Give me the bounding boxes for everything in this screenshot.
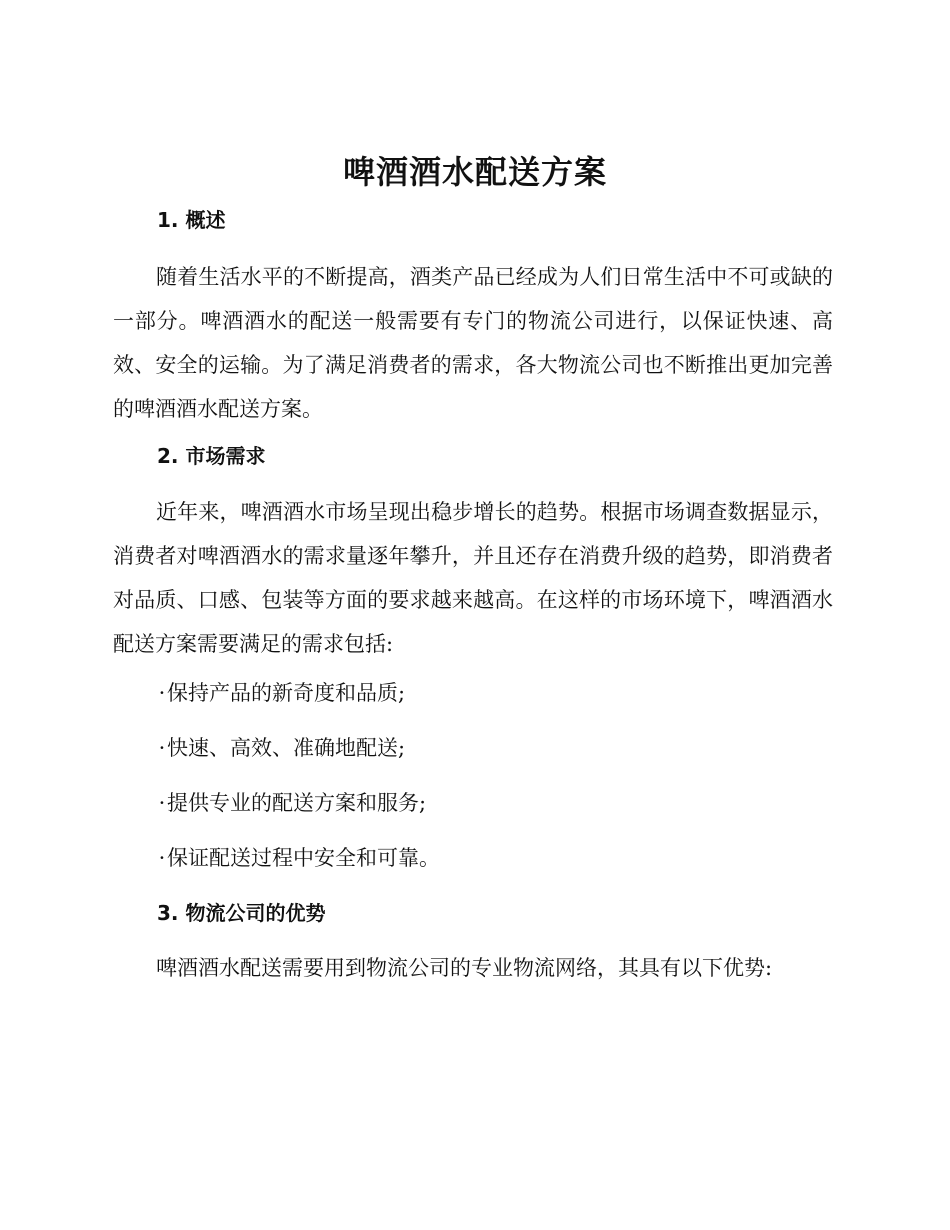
- bullet-icon: ·: [158, 736, 166, 760]
- list-item: ·提供专业的配送方案和服务;: [157, 788, 426, 818]
- section-paragraph-market-demand: 近年来，啤酒酒水市场呈现出稳步增长的趋势。根据市场调查数据显示，消费者对啤酒酒水的需求量逐年攀升，并且还存在消费升级的趋势，即消费者对品质、口感、包装等方面的要求越来越高。在这样的市场环境下，啤酒酒水配送方案需要满足的需求包括:: [113, 500, 833, 656]
- bullet-icon: ·: [158, 846, 166, 870]
- section-paragraph-overview: 随着生活水平的不断提高，酒类产品已经成为人们日常生活中不可或缺的一部分。啤酒酒水的配送一般需要有专门的物流公司进行，以保证快速、高效、安全的运输。为了满足消费者的需求，各大物流公司也不断推出更加完善的啤酒酒水配送方案。: [113, 265, 833, 421]
- list-item: ·快速、高效、准确地配送;: [157, 733, 405, 763]
- section-heading-logistics-advantages: 3. 物流公司的优势: [157, 901, 326, 925]
- page-title: 啤酒酒水配送方案: [342, 153, 607, 191]
- list-item: ·保证配送过程中安全和可靠。: [157, 843, 440, 873]
- list-item: ·保持产品的新奇度和品质;: [157, 678, 405, 708]
- section-heading-market-demand: 2. 市场需求: [157, 444, 266, 468]
- section-heading-overview: 1. 概述: [157, 208, 226, 232]
- bullet-icon: ·: [158, 681, 166, 705]
- section-paragraph-logistics-advantages: 啤酒酒水配送需要用到物流公司的专业物流网络，其具有以下优势:: [156, 956, 773, 980]
- bullet-icon: ·: [158, 791, 166, 815]
